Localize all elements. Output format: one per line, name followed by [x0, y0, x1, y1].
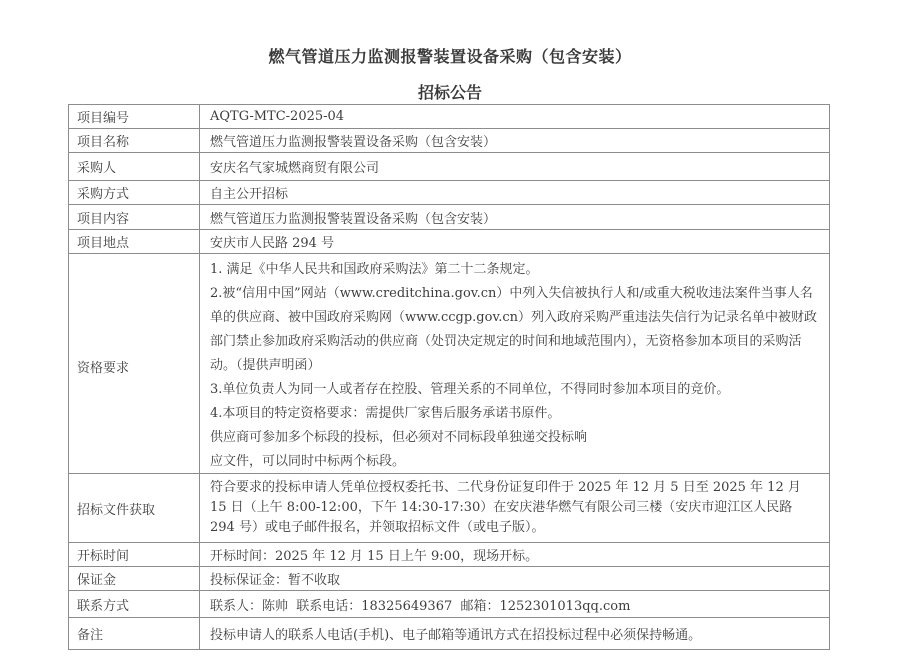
row-label-qualifications: 资格要求 — [69, 254, 200, 479]
project-info-table — [68, 104, 830, 479]
row-label-project-location: 项目地点 — [69, 230, 200, 254]
qualification-note-line-2: 应文件，可以同时中标两个标段。 — [210, 454, 406, 469]
row-value-project-name: 燃气管道压力监测报警装置设备采购（包含安装） — [200, 129, 830, 153]
qualification-item-2: 2.被“信用中国”网站（www.creditchina.gov.cn）中列入失信被执行人和/或重大税收违法案件当事人名单的供应商、被中国政府采购网（www.ccgp.gov.cn）列入政府采购严重违法失信行为记录名单中被财政部门禁止参加政府采购活动的供应商（处罚决定规定的时间和地域范围内），无资格参加本项目的采购活动。（提供声明函） — [210, 286, 818, 373]
row-value-project-number: AQTG-MTC-2025-04 — [200, 105, 830, 129]
row-value-document-acquisition: 符合要求的投标申请人凭单位授权委托书、二代身份证复印件于 2025 年 12 月 5 日至 2025 年 12 月 15 日（上午 8:00-12:00，下午 14:30-17:30）在安庆港华燃气有限公司三楼（安庆市迎江区人民路 294 号）或电子邮件报名，并领取招标文件（或电子版）。 — [200, 474, 830, 543]
qualification-item-1: 1. 满足《中华人民共和国政府采购法》第二十二条规定。 — [210, 262, 539, 277]
row-label-project-content: 项目内容 — [69, 205, 200, 230]
row-value-contact-info: 联系人：陈帅 联系电话：18325649367 邮箱：1252301013qq.com — [200, 591, 830, 618]
table-row-qualifications — [69, 254, 830, 479]
document-title: 燃气管道压力监测报警装置设备采购（包含安装） — [268, 47, 632, 66]
row-value-purchaser: 安庆名气家城燃商贸有限公司 — [200, 153, 830, 181]
table-row — [69, 181, 830, 205]
row-value-remarks: 投标申请人的联系人电话(手机)、电子邮箱等通讯方式在招投标过程中必须保持畅通。 — [200, 618, 830, 650]
table-row — [69, 153, 830, 181]
row-label-contact-info: 联系方式 — [69, 591, 200, 618]
row-value-project-content: 燃气管道压力监测报警装置设备采购（包含安装） — [200, 205, 830, 230]
table-row — [69, 105, 830, 129]
qualification-note-line-1: 供应商可参加多个标段的投标，但必须对不同标段单独递交投标响 — [210, 430, 588, 445]
row-value-bid-opening-time: 开标时间：2025 年 12 月 15 日上午 9:00，现场开标。 — [200, 543, 830, 567]
row-label-project-number: 项目编号 — [69, 105, 200, 129]
table-row — [69, 618, 830, 650]
qualification-item-3: 3.单位负责人为同一人或者存在控股、管理关系的不同单位，不得同时参加本项目的竞价。 — [210, 382, 730, 397]
table-row — [69, 474, 830, 543]
row-value-project-location: 安庆市人民路 294 号 — [200, 230, 830, 254]
table-row — [69, 567, 830, 591]
row-label-bid-opening-time: 开标时间 — [69, 543, 200, 567]
row-value-deposit: 投标保证金：暂不收取 — [200, 567, 830, 591]
bidding-info-table — [68, 473, 830, 650]
row-label-remarks: 备注 — [69, 618, 200, 650]
qualification-item-4: 4.本项目的特定资格要求：需提供厂家售后服务承诺书原件。 — [210, 406, 561, 421]
table-row — [69, 230, 830, 254]
table-row — [69, 205, 830, 230]
document-subtitle: 招标公告 — [417, 83, 482, 102]
row-label-deposit: 保证金 — [69, 567, 200, 591]
row-value-procurement-method: 自主公开招标 — [200, 181, 830, 205]
table-row — [69, 591, 830, 618]
row-label-document-acquisition: 招标文件获取 — [69, 474, 200, 543]
row-label-purchaser: 采购人 — [69, 153, 200, 181]
row-label-project-name: 项目名称 — [69, 129, 200, 153]
table-row — [69, 543, 830, 567]
row-label-procurement-method: 采购方式 — [69, 181, 200, 205]
table-row — [69, 129, 830, 153]
row-value-qualifications — [200, 254, 830, 479]
